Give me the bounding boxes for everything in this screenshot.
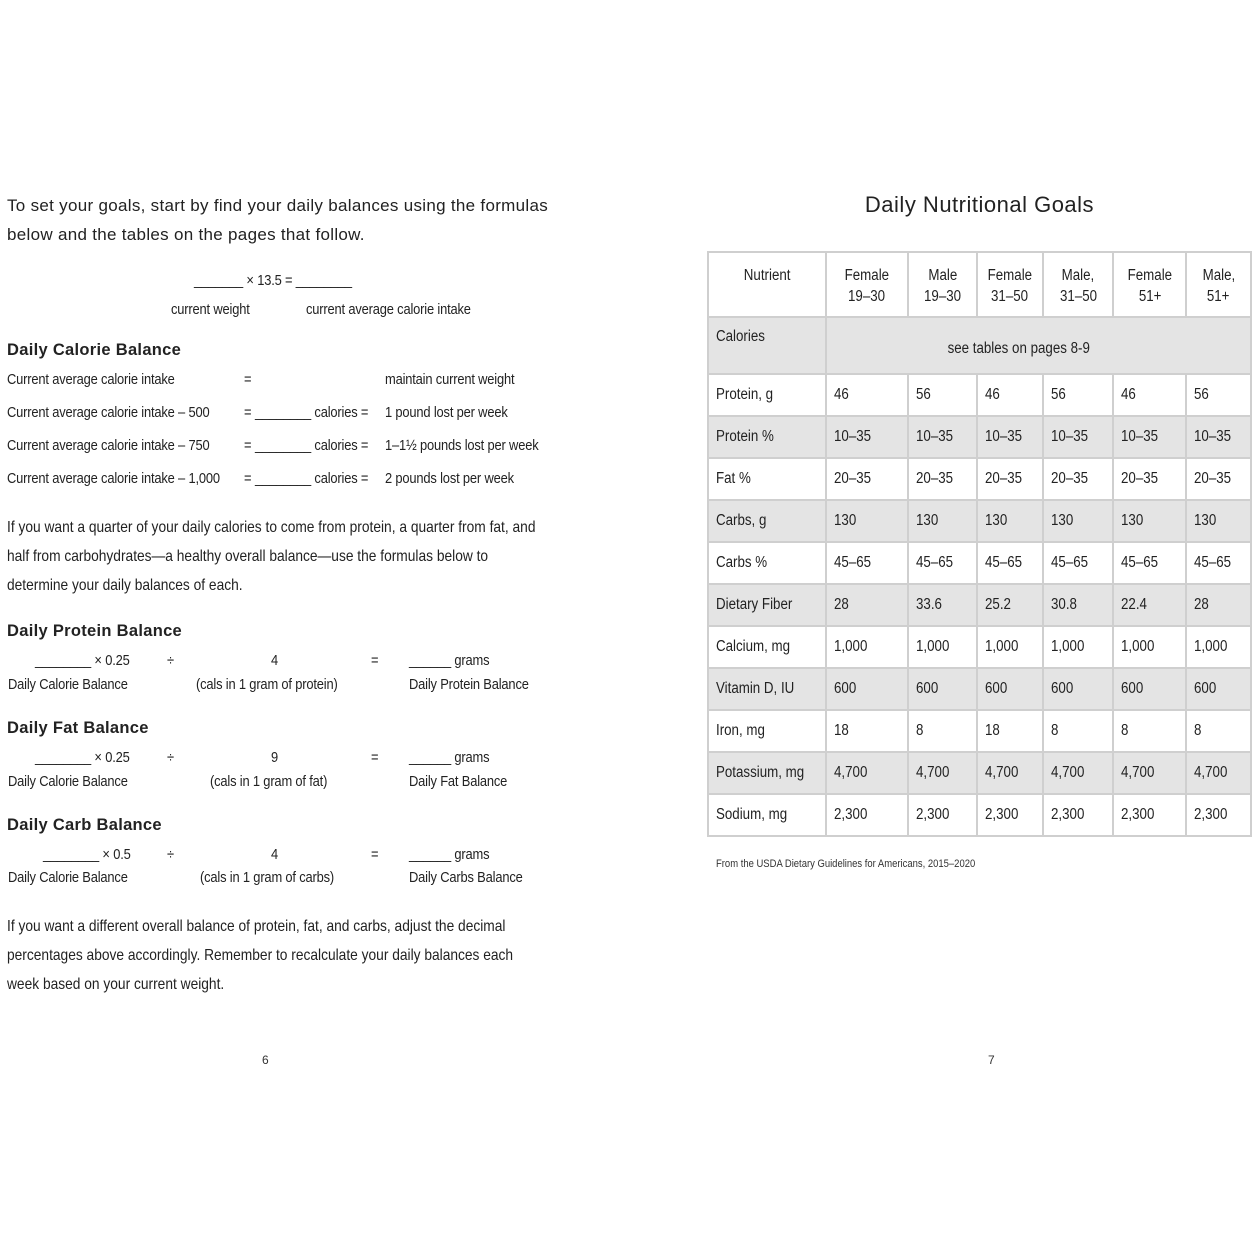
table-cell: 10–35	[1186, 416, 1251, 458]
table-cell: 2,300	[826, 794, 909, 836]
table-row	[708, 458, 1251, 500]
table-cell: 130	[1043, 500, 1114, 542]
table-cell: 10–35	[1113, 416, 1186, 458]
table-cell: 18	[826, 710, 909, 752]
table-cell: 600	[977, 668, 1043, 710]
table-cell: 1,000	[1113, 626, 1186, 668]
table-cell: 2,300	[1043, 794, 1114, 836]
table-cell: 4,700	[826, 752, 909, 794]
protein-label-cals: (cals in 1 gram of protein)	[196, 676, 338, 693]
column-header: Female 19–30	[826, 252, 909, 317]
calorie-row-lhs: Current average calorie intake – 500	[7, 404, 210, 421]
table-cell: 1,000	[908, 626, 977, 668]
calorie-row-blank: ________ calories =	[255, 437, 369, 454]
carb-label-calorie: Daily Calorie Balance	[8, 869, 128, 886]
table-cell: 10–35	[826, 416, 909, 458]
column-header: Female 31–50	[977, 252, 1043, 317]
balance-paragraph: If you want a quarter of your daily calories to come from protein, a quarter from fat, and half from carbohydrates—a healthy overall balance—use the formulas below to determine your daily balances of each.	[7, 519, 536, 594]
column-header: Nutrient	[708, 252, 826, 317]
carb-equals: =	[371, 846, 379, 863]
column-header: Male 19–30	[908, 252, 977, 317]
table-cell: 20–35	[1186, 458, 1251, 500]
row-label: Carbs, g	[708, 500, 826, 542]
table-cell: 1,000	[1186, 626, 1251, 668]
table-cell: 45–65	[977, 542, 1043, 584]
calories-note: see tables on pages 8-9	[826, 317, 1251, 374]
table-cell: 46	[977, 374, 1043, 416]
row-label: Carbs %	[708, 542, 826, 584]
table-cell: 33.6	[908, 584, 977, 626]
column-header: Male, 31–50	[1043, 252, 1114, 317]
carb-label-result: Daily Carbs Balance	[409, 869, 523, 886]
table-cell: 46	[826, 374, 909, 416]
calorie-balance-heading: Daily Calorie Balance	[7, 341, 182, 359]
table-row	[708, 710, 1251, 752]
table-cell: 56	[1043, 374, 1114, 416]
fat-label-result: Daily Fat Balance	[409, 773, 508, 790]
column-header: Female 51+	[1113, 252, 1186, 317]
protein-multiplier: ________ × 0.25	[35, 652, 130, 669]
table-cell: 28	[1186, 584, 1251, 626]
row-label: Protein %	[708, 416, 826, 458]
fat-label-calorie: Daily Calorie Balance	[8, 773, 128, 790]
intro-text: To set your goals, start by find your daily balances using the formulas below and the tables on the pages that follow.	[7, 196, 549, 244]
table-cell: 20–35	[826, 458, 909, 500]
table-row	[708, 794, 1251, 836]
table-cell: 600	[826, 668, 909, 710]
table-cell: 130	[977, 500, 1043, 542]
table-cell: 600	[1186, 668, 1251, 710]
fat-divisor: 9	[271, 749, 279, 766]
table-cell: 22.4	[1113, 584, 1186, 626]
table-cell: 8	[1113, 710, 1186, 752]
adjust-paragraph: If you want a different overall balance of protein, fat, and carbs, adjust the decimal percentages above accordingly. Remember to recalculate your daily balances each week based on your current weight.	[7, 918, 514, 993]
table-cell: 1,000	[1043, 626, 1114, 668]
table-cell: 45–65	[1186, 542, 1251, 584]
calorie-row-eq: =	[244, 470, 252, 487]
carb-label-cals: (cals in 1 gram of carbs)	[200, 869, 335, 886]
table-row	[708, 752, 1251, 794]
weight-formula: _______ × 13.5 = ________	[194, 272, 352, 289]
table-cell: 20–35	[908, 458, 977, 500]
table-cell: 45–65	[908, 542, 977, 584]
fat-result: ______ grams	[409, 749, 490, 766]
calorie-row-eq: =	[244, 371, 252, 388]
table-row	[708, 542, 1251, 584]
protein-divisor: 4	[271, 652, 279, 669]
table-cell: 2,300	[908, 794, 977, 836]
row-label: Potassium, mg	[708, 752, 826, 794]
table-cell: 20–35	[1043, 458, 1114, 500]
table-cell: 2,300	[1113, 794, 1186, 836]
table-cell: 130	[1113, 500, 1186, 542]
table-cell: 8	[908, 710, 977, 752]
row-label: Sodium, mg	[708, 794, 826, 836]
table-cell: 4,700	[1113, 752, 1186, 794]
table-cell: 25.2	[977, 584, 1043, 626]
table-cell: 600	[1043, 668, 1114, 710]
calorie-row-rhs: maintain current weight	[385, 371, 515, 388]
table-cell: 10–35	[977, 416, 1043, 458]
protein-equals: =	[371, 652, 379, 669]
calorie-row-blank: ________ calories =	[255, 470, 369, 487]
fat-label-cals: (cals in 1 gram of fat)	[210, 773, 328, 790]
table-cell: 130	[1186, 500, 1251, 542]
calorie-row-rhs: 1 pound lost per week	[385, 404, 508, 421]
row-label: Dietary Fiber	[708, 584, 826, 626]
protein-balance-heading: Daily Protein Balance	[7, 622, 183, 640]
carb-result: ______ grams	[409, 846, 490, 863]
table-cell: 46	[1113, 374, 1186, 416]
fat-balance-heading: Daily Fat Balance	[7, 719, 149, 737]
table-cell: 10–35	[1043, 416, 1114, 458]
column-header: Male, 51+	[1186, 252, 1251, 317]
table-cell: 1,000	[826, 626, 909, 668]
calorie-intake-label: current average calorie intake	[306, 301, 471, 318]
table-row	[708, 374, 1251, 416]
row-label: Fat %	[708, 458, 826, 500]
row-label: Calcium, mg	[708, 626, 826, 668]
table-cell: 28	[826, 584, 909, 626]
row-label: Iron, mg	[708, 710, 826, 752]
carb-divide: ÷	[167, 846, 174, 863]
weight-label: current weight	[171, 301, 250, 318]
table-cell: 130	[908, 500, 977, 542]
page-number-right: 7	[988, 1053, 995, 1067]
page-number-left: 6	[262, 1053, 269, 1067]
row-label: Protein, g	[708, 374, 826, 416]
table-cell: 56	[908, 374, 977, 416]
table-row	[708, 416, 1251, 458]
calorie-row-eq: =	[244, 404, 252, 421]
table-cell: 20–35	[977, 458, 1043, 500]
table-row	[708, 584, 1251, 626]
calorie-row-lhs: Current average calorie intake – 750	[7, 437, 210, 454]
table-row-calories	[708, 317, 1251, 374]
table-cell: 2,300	[1186, 794, 1251, 836]
table-row	[708, 626, 1251, 668]
table-cell: 45–65	[826, 542, 909, 584]
table-cell: 130	[826, 500, 909, 542]
fat-multiplier: ________ × 0.25	[35, 749, 130, 766]
table-cell: 45–65	[1113, 542, 1186, 584]
table-row	[708, 668, 1251, 710]
table-cell: 600	[908, 668, 977, 710]
table-cell: 1,000	[977, 626, 1043, 668]
fat-divide: ÷	[167, 749, 174, 766]
table-cell: 8	[1043, 710, 1114, 752]
carb-balance-heading: Daily Carb Balance	[7, 816, 162, 834]
row-label: Calories	[708, 317, 826, 374]
table-cell: 56	[1186, 374, 1251, 416]
carb-multiplier: ________ × 0.5	[43, 846, 131, 863]
table-cell: 4,700	[1043, 752, 1114, 794]
protein-result: ______ grams	[409, 652, 490, 669]
source-note: From the USDA Dietary Guidelines for Americans, 2015–2020	[716, 858, 976, 870]
table-cell: 600	[1113, 668, 1186, 710]
table-header-row	[708, 252, 1251, 317]
table-cell: 20–35	[1113, 458, 1186, 500]
table-cell: 18	[977, 710, 1043, 752]
table-cell: 4,700	[908, 752, 977, 794]
calorie-row-lhs: Current average calorie intake – 1,000	[7, 470, 220, 487]
table-cell: 10–35	[908, 416, 977, 458]
table-cell: 8	[1186, 710, 1251, 752]
table-cell: 4,700	[977, 752, 1043, 794]
calorie-row-eq: =	[244, 437, 252, 454]
row-label: Vitamin D, IU	[708, 668, 826, 710]
calorie-row-rhs: 1–1½ pounds lost per week	[385, 437, 539, 454]
fat-equals: =	[371, 749, 379, 766]
calorie-row-blank: ________ calories =	[255, 404, 369, 421]
protein-label-result: Daily Protein Balance	[409, 676, 529, 693]
protein-label-calorie: Daily Calorie Balance	[8, 676, 128, 693]
calorie-row-lhs: Current average calorie intake	[7, 371, 175, 388]
table-row	[708, 500, 1251, 542]
calorie-row-rhs: 2 pounds lost per week	[385, 470, 514, 487]
table-cell: 2,300	[977, 794, 1043, 836]
table-cell: 45–65	[1043, 542, 1114, 584]
page-title: Daily Nutritional Goals	[864, 192, 1095, 217]
table-cell: 4,700	[1186, 752, 1251, 794]
table-cell: 30.8	[1043, 584, 1114, 626]
carb-divisor: 4	[271, 846, 279, 863]
protein-divide: ÷	[167, 652, 174, 669]
nutrition-table	[707, 251, 1252, 837]
